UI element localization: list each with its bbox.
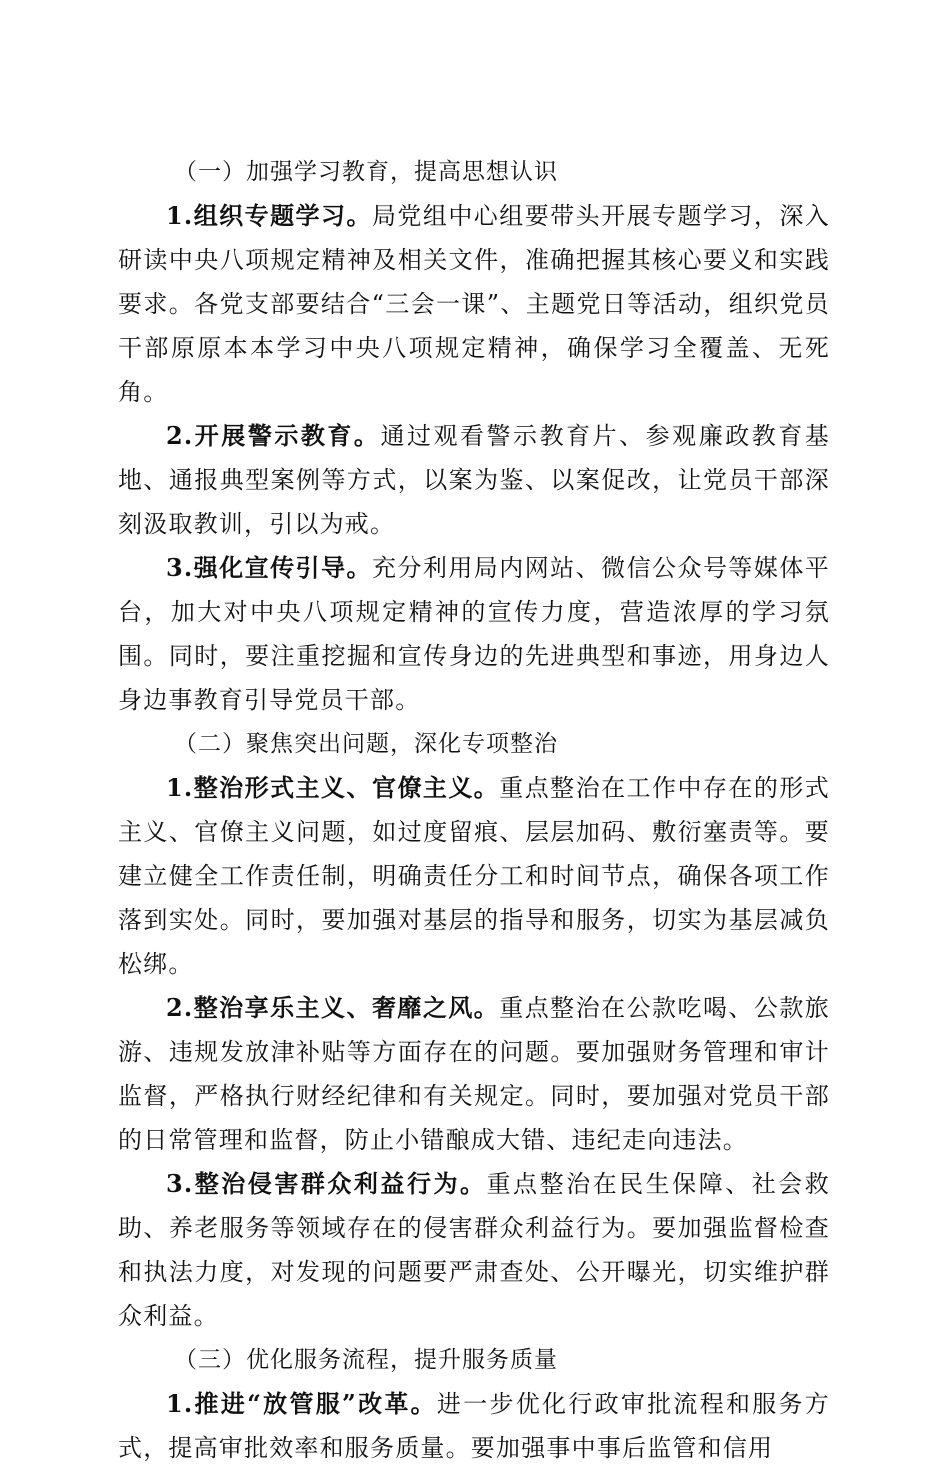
paragraph-title: 3.强化宣传引导。 bbox=[166, 553, 372, 582]
paragraph-1-2 bbox=[118, 414, 830, 546]
section-heading-1: （一）加强学习教育，提高思想认识 bbox=[174, 159, 558, 185]
paragraph-body: 进一步优化行政审批流程和服务方式，提高审批效率和服务质量。要加强事中事后监管和信用 bbox=[118, 1390, 830, 1462]
paragraph-2-3 bbox=[118, 1162, 830, 1338]
paragraph-1-3 bbox=[118, 546, 830, 722]
paragraph-title: 2.整治享乐主义、奢靡之风。 bbox=[166, 993, 500, 1022]
paragraph-body: 通过观看警示教育片、参观廉政教育基地、通报典型案例等方式，以案为鉴、以案促改，让党员干部深刻汲取教训，引以为戒。 bbox=[118, 422, 830, 538]
paragraph-1-1 bbox=[118, 194, 830, 414]
document-body bbox=[118, 150, 830, 1470]
paragraph-title: 1.整治形式主义、官僚主义。 bbox=[166, 773, 500, 802]
paragraph-title: 2.开展警示教育。 bbox=[166, 421, 381, 450]
paragraph-2-1 bbox=[118, 766, 830, 986]
section-heading-2: （二）聚焦突出问题，深化专项整治 bbox=[174, 731, 558, 757]
paragraph-body: 充分利用局内网站、微信公众号等媒体平台，加大对中央八项规定精神的宣传力度，营造浓厚的学习氛围。同时，要注重挖掘和宣传身边的先进典型和事迹，用身边人身边事教育引导党员干部。 bbox=[118, 554, 830, 714]
paragraph-2-2 bbox=[118, 986, 830, 1162]
paragraph-body: 局党组中心组要带头开展专题学习，深入研读中央八项规定精神及相关文件，准确把握其核心要义和实践要求。各党支部要结合“三会一课”、主题党日等活动，组织党员干部原原本本学习中央八项规定精神，确保学习全覆盖、无死角。 bbox=[118, 202, 830, 406]
paragraph-body: 重点整治在公款吃喝、公款旅游、违规发放津补贴等方面存在的问题。要加强财务管理和审计监督，严格执行财经纪律和有关规定。同时，要加强对党员干部的日常管理和监督，防止小错酿成大错、违纪走向违法。 bbox=[118, 994, 830, 1154]
paragraph-3-1 bbox=[118, 1382, 830, 1470]
paragraph-body: 重点整治在工作中存在的形式主义、官僚主义问题，如过度留痕、层层加码、敷衍塞责等。要建立健全工作责任制，明确责任分工和时间节点，确保各项工作落到实处。同时，要加强对基层的指导和服务，切实为基层减负松绑。 bbox=[118, 774, 830, 978]
paragraph-title: 1.推进“放管服”改革。 bbox=[166, 1389, 437, 1418]
section-heading-3: （三）优化服务流程，提升服务质量 bbox=[174, 1347, 558, 1373]
paragraph-title: 3.整治侵害群众利益行为。 bbox=[166, 1169, 487, 1198]
paragraph-body: 重点整治在民生保障、社会救助、养老服务等领域存在的侵害群众利益行为。要加强监督检查和执法力度，对发现的问题要严肃查处、公开曝光，切实维护群众利益。 bbox=[118, 1170, 830, 1330]
paragraph-title: 1.组织专题学习。 bbox=[166, 201, 372, 230]
